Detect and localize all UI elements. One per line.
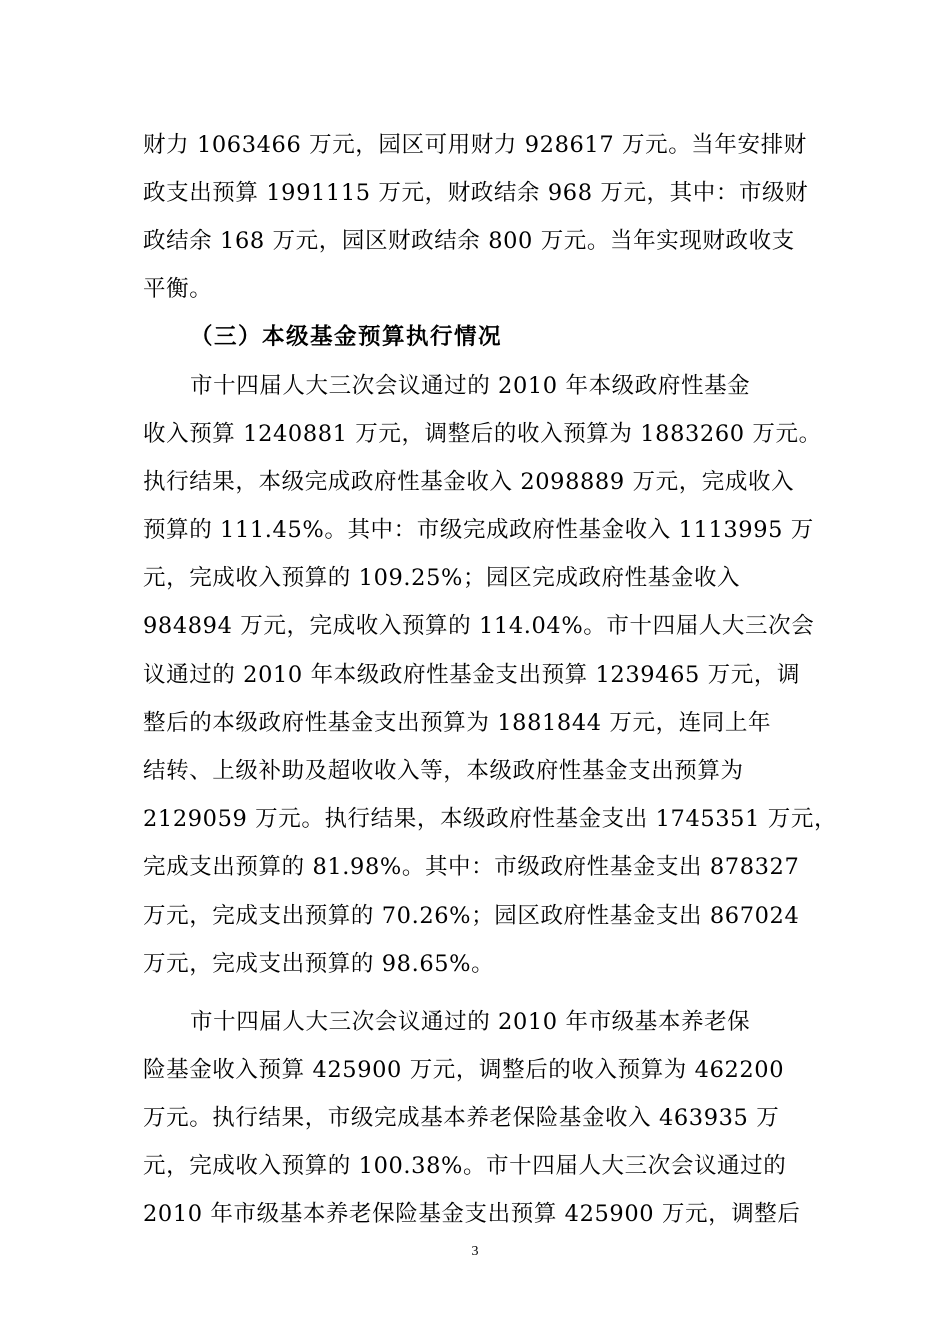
section-heading: （三）本级基金预算执行情况 xyxy=(190,324,503,350)
body-text-line: 结转、上级补助及超收收入等，本级政府性基金支出预算为 xyxy=(143,758,744,784)
body-text-line: 险基金收入预算 425900 万元，调整后的收入预算为 462200 xyxy=(143,1057,785,1083)
body-text-line: 平衡。 xyxy=(143,276,213,302)
body-text-line: 元，完成收入预算的 109.25%；园区完成政府性基金收入 xyxy=(143,565,741,591)
body-text-line: 议通过的 2010 年本级政府性基金支出预算 1239465 万元，调 xyxy=(143,662,801,688)
page-number: 3 xyxy=(471,1244,479,1259)
body-text-line: 2129059 万元。执行结果，本级政府性基金支出 1745351 万元， xyxy=(143,806,838,832)
body-text-line: 完成支出预算的 81.98%。其中：市级政府性基金支出 878327 xyxy=(143,854,800,880)
paragraph-first-line: 市十四届人大三次会议通过的 2010 年本级政府性基金 xyxy=(190,373,751,399)
body-text-line: 万元，完成支出预算的 98.65%。 xyxy=(143,951,495,977)
body-text-line: 财力 1063466 万元，园区可用财力 928617 万元。当年安排财 xyxy=(143,132,807,158)
body-text-line: 收入预算 1240881 万元，调整后的收入预算为 1883260 万元。 xyxy=(143,421,822,447)
body-text-line: 2010 年市级基本养老保险基金支出预算 425900 万元，调整后 xyxy=(143,1201,801,1227)
body-text-line: 整后的本级政府性基金支出预算为 1881844 万元，连同上年 xyxy=(143,710,772,736)
body-text-line: 万元，完成支出预算的 70.26%；园区政府性基金支出 867024 xyxy=(143,903,800,929)
body-text-line: 万元。执行结果，市级完成基本养老保险基金收入 463935 万 xyxy=(143,1105,780,1131)
body-text-line: 984894 万元，完成收入预算的 114.04%。市十四届人大三次会 xyxy=(143,613,815,639)
body-text-line: 预算的 111.45%。其中：市级完成政府性基金收入 1113995 万 xyxy=(143,517,814,543)
body-text-line: 元，完成收入预算的 100.38%。市十四届人大三次会议通过的 xyxy=(143,1153,787,1179)
body-text-line: 执行结果，本级完成政府性基金收入 2098889 万元，完成收入 xyxy=(143,469,795,495)
body-text-line: 政结余 168 万元，园区财政结余 800 万元。当年实现财政收支 xyxy=(143,228,795,254)
body-text-line: 政支出预算 1991115 万元，财政结余 968 万元，其中：市级财 xyxy=(143,180,809,206)
paragraph-first-line: 市十四届人大三次会议通过的 2010 年市级基本养老保 xyxy=(190,1009,751,1035)
